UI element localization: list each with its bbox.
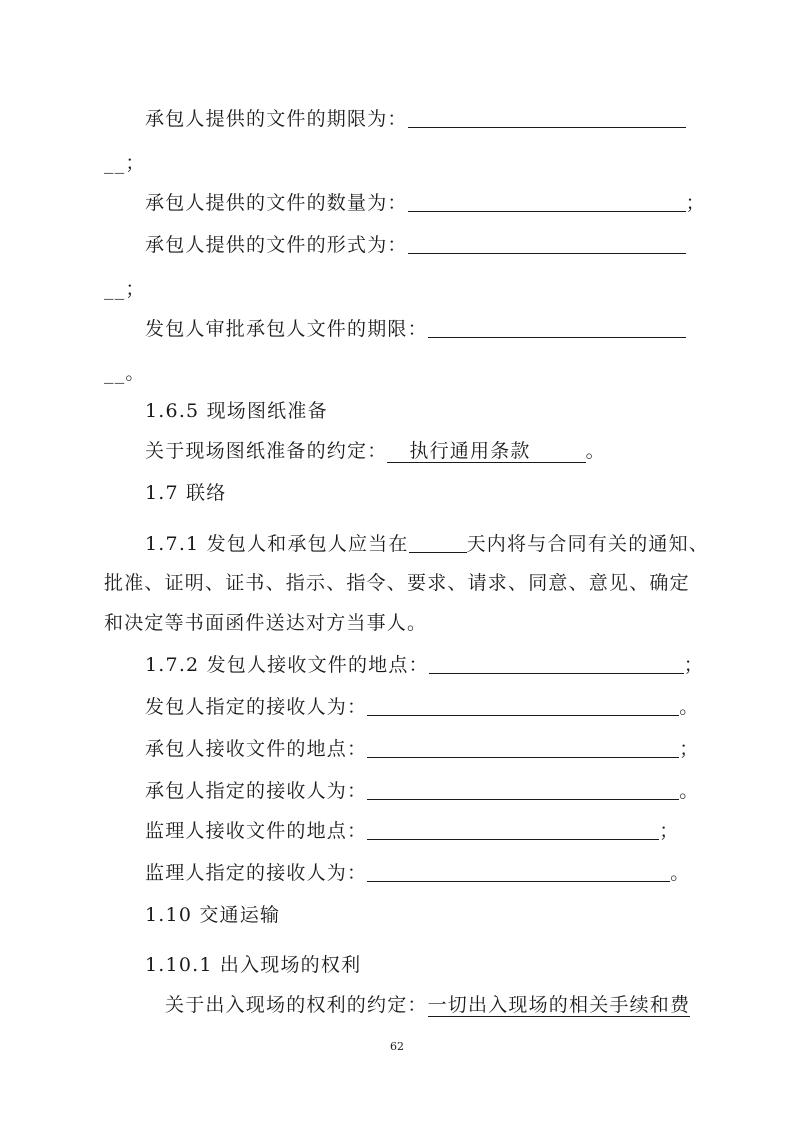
blank-field[interactable] <box>428 317 686 338</box>
line-continuation: __； <box>104 152 146 174</box>
paragraph-1-7-1-line-3: 和决定等书面函件送达对方当事人。 <box>104 612 428 634</box>
section-heading-1-10: 1.10 交通运输 <box>145 904 281 926</box>
section-heading-1-10-1: 1.10.1 出入现场的权利 <box>145 954 362 976</box>
blank-field[interactable] <box>367 695 679 716</box>
blank-field[interactable] <box>409 532 467 553</box>
line-employer-address: 1.7.2 发包人接收文件的地点： ； <box>145 654 704 676</box>
blank-field[interactable] <box>429 653 684 674</box>
line-employer-recipient: 发包人指定的接收人为： 。 <box>145 696 700 718</box>
line-continuation: __。 <box>104 362 146 384</box>
line-approval-deadline: 发包人审批承包人文件的期限： <box>145 316 686 342</box>
blank-field[interactable] <box>367 861 670 882</box>
line-supervisor-recipient: 监理人指定的接收人为： 。 <box>145 862 691 884</box>
line-file-deadline: 承包人提供的文件的期限为： <box>145 106 686 132</box>
blank-field[interactable] <box>367 737 679 758</box>
blank-field[interactable] <box>408 191 686 212</box>
line-site-access: 关于出入现场的权利的约定：一切出入现场的相关手续和费 <box>165 994 691 1016</box>
line-contractor-address: 承包人接收文件的地点： ； <box>145 738 700 760</box>
filled-value[interactable]: 执行通用条款 <box>387 440 585 463</box>
section-heading-1-7: 1.7 联络 <box>145 482 227 504</box>
line-file-quantity: 承包人提供的文件的数量为： ； <box>145 192 706 214</box>
line-site-drawings: 关于现场图纸准备的约定： 执行通用条款 。 <box>145 440 606 462</box>
blank-field[interactable] <box>408 107 686 128</box>
page-number: 62 <box>390 1040 404 1053</box>
line-supervisor-address: 监理人接收文件的地点： ； <box>145 820 680 842</box>
blank-field[interactable] <box>367 819 659 840</box>
line-continuation: __； <box>104 278 146 300</box>
section-heading-1-6-5: 1.6.5 现场图纸准备 <box>145 400 328 422</box>
line-contractor-recipient: 承包人指定的接收人为： 。 <box>145 780 700 802</box>
line-file-format: 承包人提供的文件的形式为： <box>145 232 686 258</box>
blank-field[interactable] <box>408 233 686 254</box>
paragraph-1-7-1-line-2: 批准、证明、证书、指示、指令、要求、请求、同意、意见、确定 <box>104 572 690 594</box>
paragraph-1-7-1-line-1: 1.7.1 发包人和承包人应当在 天内将与合同有关的通知、 <box>145 533 709 555</box>
blank-field[interactable] <box>367 779 679 800</box>
filled-value[interactable]: 一切出入现场的相关手续和费 <box>427 994 691 1016</box>
